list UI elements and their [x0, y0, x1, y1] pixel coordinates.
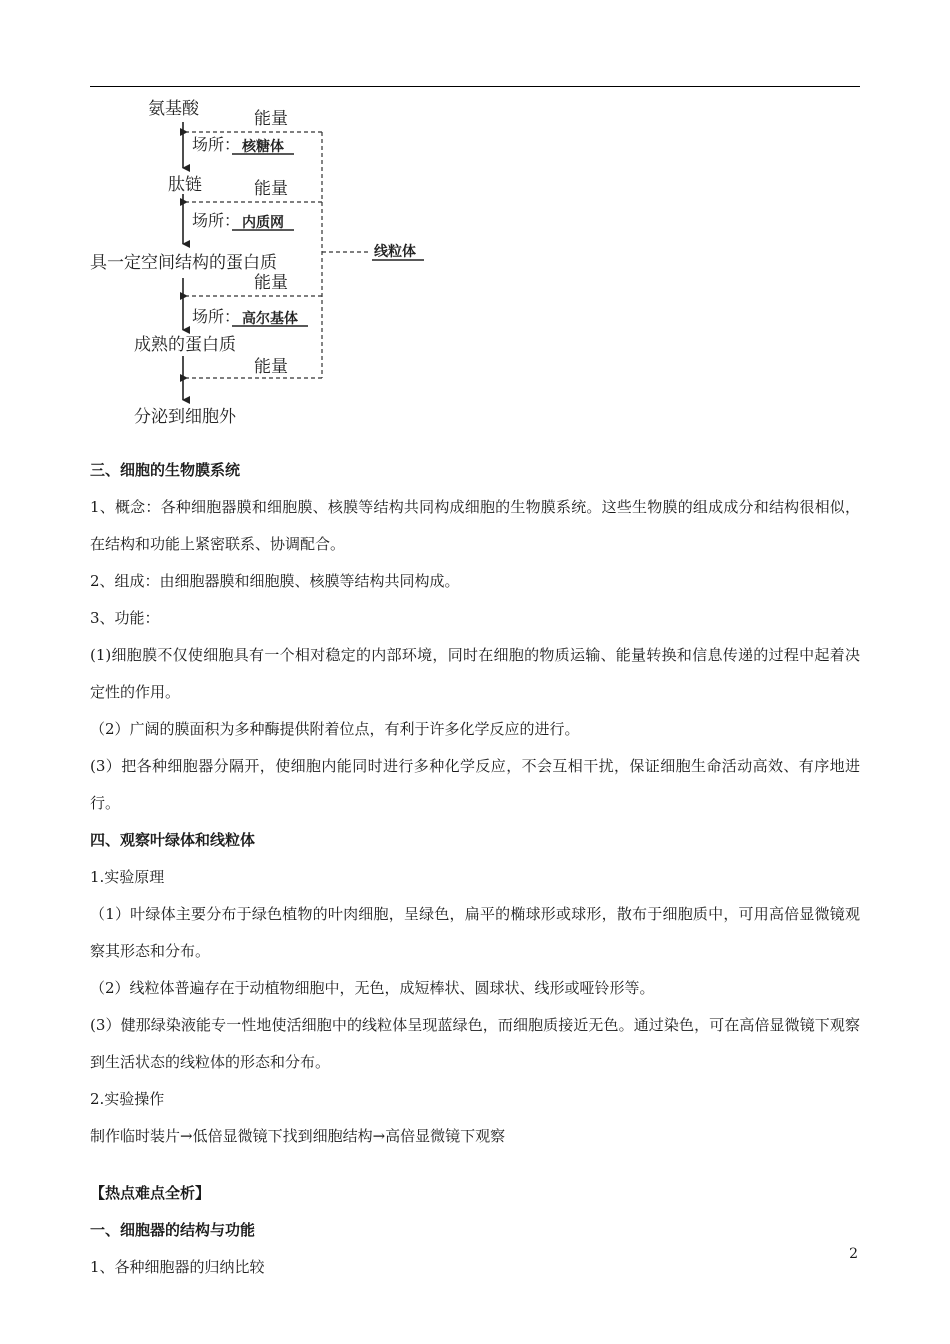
- paragraph: （2）线粒体普遍存在于动植物细胞中，无色，成短棒状、圆球状、线形或哑铃形等。: [90, 979, 655, 997]
- paragraph: (1)细胞膜不仅使细胞具有一个相对稳定的内部环境，同时在细胞的物质运输、能量转换和信息传递的过程中起着决定性的作用。: [90, 646, 860, 701]
- paragraph: （1）叶绿体主要分布于绿色植物的叶肉细胞，呈绿色，扁平的椭球形或球形，散布于细胞质中，可用高倍显微镜观察其形态和分布。: [90, 905, 860, 960]
- mitochondria-label: 线粒体: [374, 244, 416, 260]
- node-amino-acid: 氨基酸: [148, 99, 199, 119]
- site-label-2: 场所：: [192, 211, 241, 230]
- paragraph: 3、功能：: [90, 609, 160, 627]
- paragraph: (3）健那绿染液能专一性地使活细胞中的线粒体呈现蓝绿色，而细胞质接近无色。通过染色，可在高倍显微镜下观察到生活状态的线粒体的形态和分布。: [90, 1016, 860, 1071]
- spacer: [90, 1155, 860, 1175]
- header-rule: [90, 86, 860, 87]
- energy-label-1: 能量: [254, 109, 288, 129]
- section-heading: 一、细胞器的结构与功能: [90, 1221, 256, 1239]
- document-body: [90, 452, 860, 1286]
- node-folded-protein: 具一定空间结构的蛋白质: [90, 253, 277, 273]
- paragraph: 2.实验操作: [90, 1090, 165, 1108]
- paragraph: 1.实验原理: [90, 868, 165, 886]
- protein-secretion-diagram: [90, 92, 434, 428]
- site-er: 内质网: [242, 215, 284, 231]
- site-label-3: 场所：: [192, 307, 241, 326]
- energy-label-2: 能量: [254, 179, 288, 199]
- site-label-1: 场所：: [192, 135, 241, 154]
- site-golgi: 高尔基体: [242, 311, 298, 327]
- paragraph: 制作临时装片→低倍显微镜下找到细胞结构→高倍显微镜下观察: [90, 1127, 506, 1145]
- page-number: 2: [849, 1246, 858, 1262]
- energy-label-4: 能量: [254, 357, 288, 377]
- site-ribosome: 核糖体: [242, 139, 284, 155]
- paragraph: （2）广阔的膜面积为多种酶提供附着位点，有利于许多化学反应的进行。: [90, 720, 580, 738]
- section-heading: 【热点难点全析】: [90, 1184, 211, 1202]
- node-peptide: 肽链: [168, 175, 202, 195]
- diagram-svg: [90, 92, 434, 428]
- energy-label-3: 能量: [254, 273, 288, 293]
- paragraph: 2、组成：由细胞器膜和细胞膜、核膜等结构共同构成。: [90, 572, 460, 590]
- paragraph: 1、各种细胞器的归纳比较: [90, 1258, 265, 1276]
- section-heading: 三、细胞的生物膜系统: [90, 461, 241, 479]
- node-mature-protein: 成熟的蛋白质: [134, 335, 236, 355]
- node-secreted: 分泌到细胞外: [134, 407, 236, 427]
- paragraph: 1、概念：各种细胞器膜和细胞膜、核膜等结构共同构成细胞的生物膜系统。这些生物膜的组成成分和结构很相似，在结构和功能上紧密联系、协调配合。: [90, 498, 860, 553]
- section-heading: 四、观察叶绿体和线粒体: [90, 831, 256, 849]
- paragraph: (3）把各种细胞器分隔开，使细胞内能同时进行多种化学反应，不会互相干扰，保证细胞生命活动高效、有序地进行。: [90, 757, 860, 812]
